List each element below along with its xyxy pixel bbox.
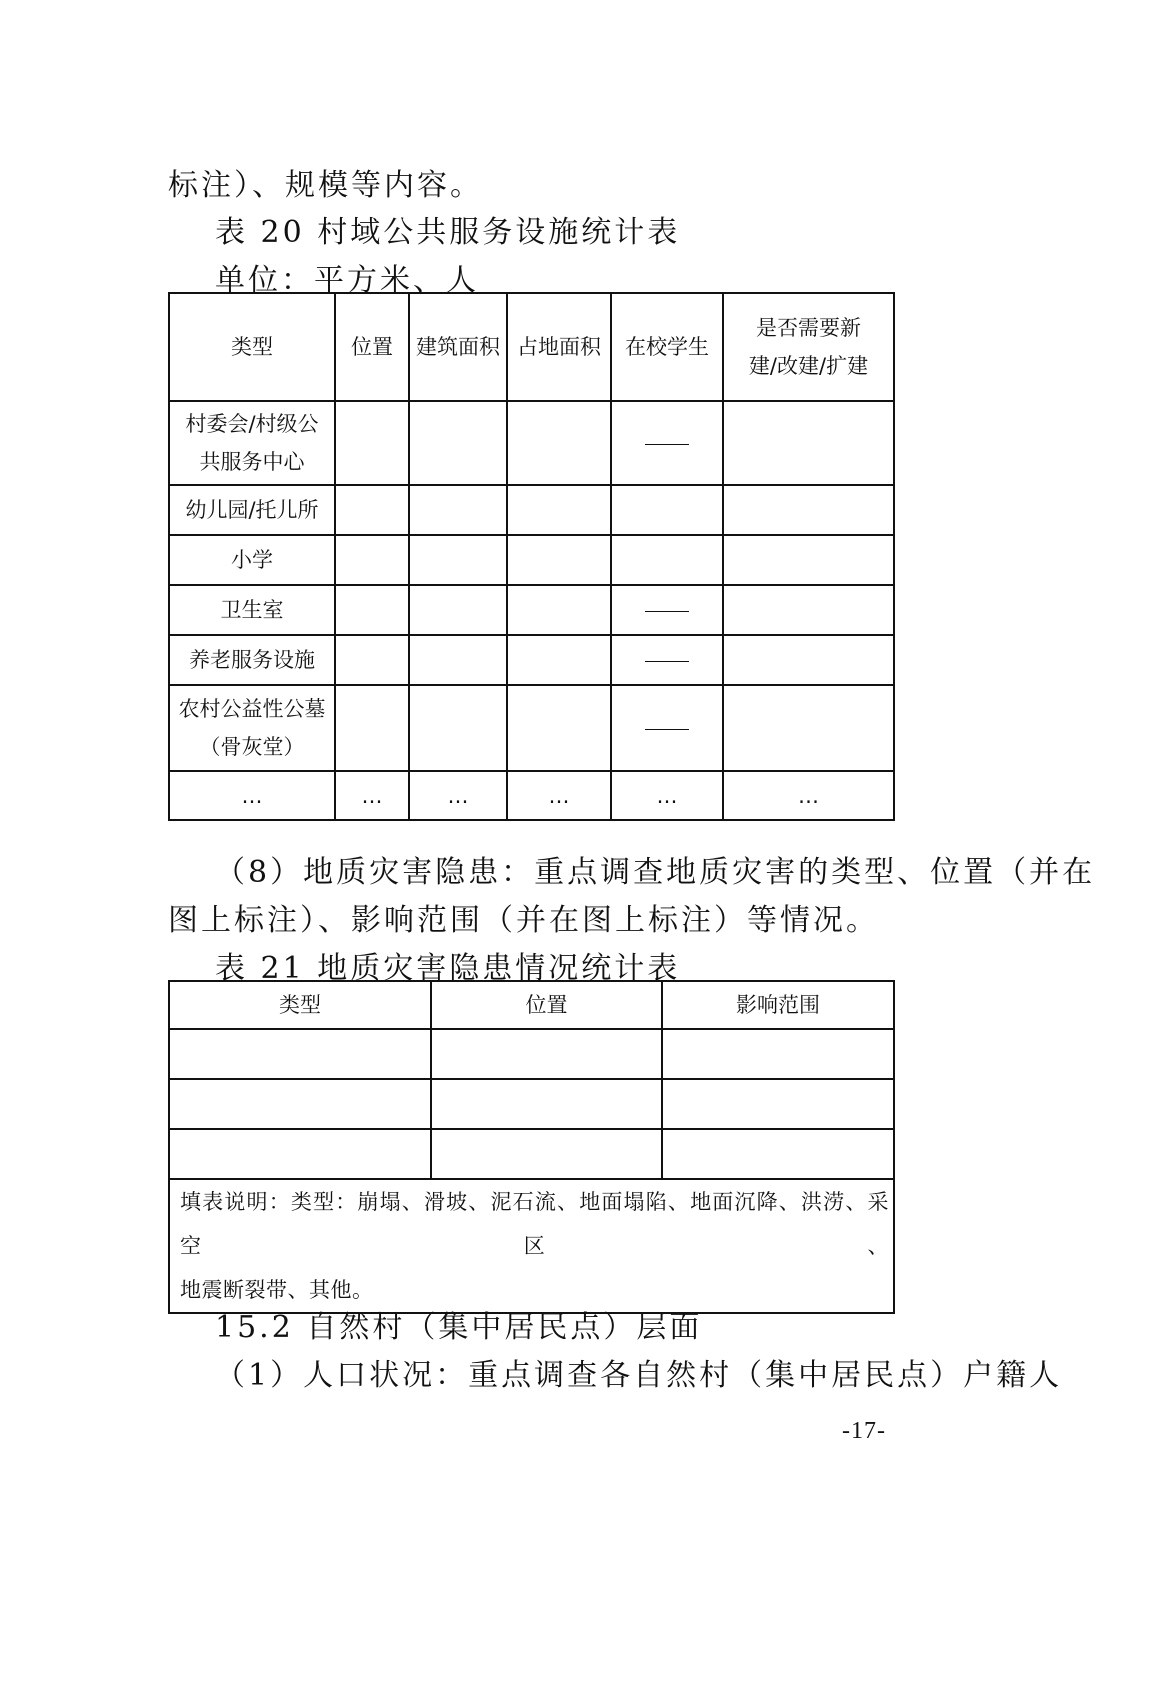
fill-instructions-line1: 填表说明：类型：崩塌、滑坡、泥石流、地面塌陷、地面沉降、洪涝、采空区、	[180, 1190, 889, 1258]
ellipsis-cell: …	[409, 771, 507, 820]
ellipsis-cell: …	[335, 771, 409, 820]
row-type: 农村公益性公墓（骨灰堂）	[169, 685, 335, 771]
dash-cell	[611, 585, 723, 635]
table-cell	[409, 535, 507, 585]
dash-cell	[611, 635, 723, 685]
header-land-area: 占地面积	[507, 293, 611, 401]
table-cell	[409, 485, 507, 535]
row-type: 养老服务设施	[169, 635, 335, 685]
dash-mark	[645, 729, 689, 730]
para1-line1: （1）人口状况：重点调查各自然村（集中居民点）户籍人	[215, 1358, 1063, 1393]
table-cell	[662, 1129, 894, 1179]
table-cell	[169, 1029, 431, 1079]
table20-header-row	[169, 293, 894, 401]
ellipsis-cell: …	[169, 771, 335, 820]
header-build-status: 是否需要新建/改建/扩建	[723, 293, 894, 401]
continuation-text: 标注）、规模等内容。	[168, 168, 483, 203]
para8-line2: 图上标注）、影响范围（并在图上标注）等情况。	[168, 903, 879, 938]
table-cell	[409, 585, 507, 635]
table-cell	[169, 1079, 431, 1129]
dash-cell	[611, 685, 723, 771]
header-impact-range: 影响范围	[662, 981, 894, 1029]
row-type: 卫生室	[169, 585, 335, 635]
table-cell	[431, 1079, 662, 1129]
table-row	[169, 635, 894, 685]
table-cell	[662, 1029, 894, 1079]
table-row	[169, 1029, 894, 1079]
section-heading: 15.2 自然村（集中居民点）层面	[215, 1310, 703, 1345]
table-cell	[335, 635, 409, 685]
header-location: 位置	[431, 981, 662, 1029]
header-type: 类型	[169, 981, 431, 1029]
table-cell	[507, 585, 611, 635]
table-row	[169, 401, 894, 485]
table21-header-row	[169, 981, 894, 1029]
table-row	[169, 585, 894, 635]
table-20	[168, 292, 895, 821]
table-cell	[335, 401, 409, 485]
table-cell	[409, 635, 507, 685]
table-row	[169, 485, 894, 535]
table-row	[169, 1129, 894, 1179]
table-row	[169, 535, 894, 585]
page-number: -17-	[842, 1418, 886, 1444]
ellipsis-cell: …	[723, 771, 894, 820]
table-cell	[611, 535, 723, 585]
table-cell	[723, 535, 894, 585]
dash-mark	[645, 611, 689, 612]
table-cell	[335, 535, 409, 585]
table-cell	[335, 485, 409, 535]
table-cell	[611, 485, 723, 535]
fill-instructions	[169, 1179, 894, 1313]
table20-unit: 单位：平方米、人	[215, 263, 479, 298]
table-cell	[723, 485, 894, 535]
table21-note-row	[169, 1179, 894, 1313]
dash-mark	[645, 444, 689, 445]
table-cell	[335, 585, 409, 635]
table20-caption: 表 20 村域公共服务设施统计表	[215, 215, 681, 250]
header-type: 类型	[169, 293, 335, 401]
row-type: 幼儿园/托儿所	[169, 485, 335, 535]
table-cell	[169, 1129, 431, 1179]
ellipsis-cell: …	[611, 771, 723, 820]
table-21	[168, 980, 895, 1314]
table-row	[169, 1079, 894, 1129]
dash-mark	[645, 661, 689, 662]
table-cell	[409, 401, 507, 485]
header-location: 位置	[335, 293, 409, 401]
fill-instructions-line2: 地震断裂带、其他。	[180, 1278, 374, 1302]
row-type: 村委会/村级公共服务中心	[169, 401, 335, 485]
table-row	[169, 771, 894, 820]
table-cell	[507, 635, 611, 685]
header-students: 在校学生	[611, 293, 723, 401]
table-cell	[507, 685, 611, 771]
table-cell	[507, 485, 611, 535]
table-cell	[507, 535, 611, 585]
table-cell	[723, 685, 894, 771]
row-type: 小学	[169, 535, 335, 585]
table-cell	[335, 685, 409, 771]
table21-caption: 表 21 地质灾害隐患情况统计表	[215, 951, 681, 986]
table-cell	[507, 401, 611, 485]
table-cell	[723, 401, 894, 485]
table-cell	[662, 1079, 894, 1129]
table-cell	[723, 585, 894, 635]
header-building-area: 建筑面积	[409, 293, 507, 401]
dash-cell	[611, 401, 723, 485]
table-cell	[431, 1129, 662, 1179]
table-cell	[723, 635, 894, 685]
ellipsis-cell: …	[507, 771, 611, 820]
table-cell	[409, 685, 507, 771]
table-row	[169, 685, 894, 771]
para8-line1: （8）地质灾害隐患：重点调查地质灾害的类型、位置（并在	[215, 855, 1096, 890]
table-cell	[431, 1029, 662, 1079]
